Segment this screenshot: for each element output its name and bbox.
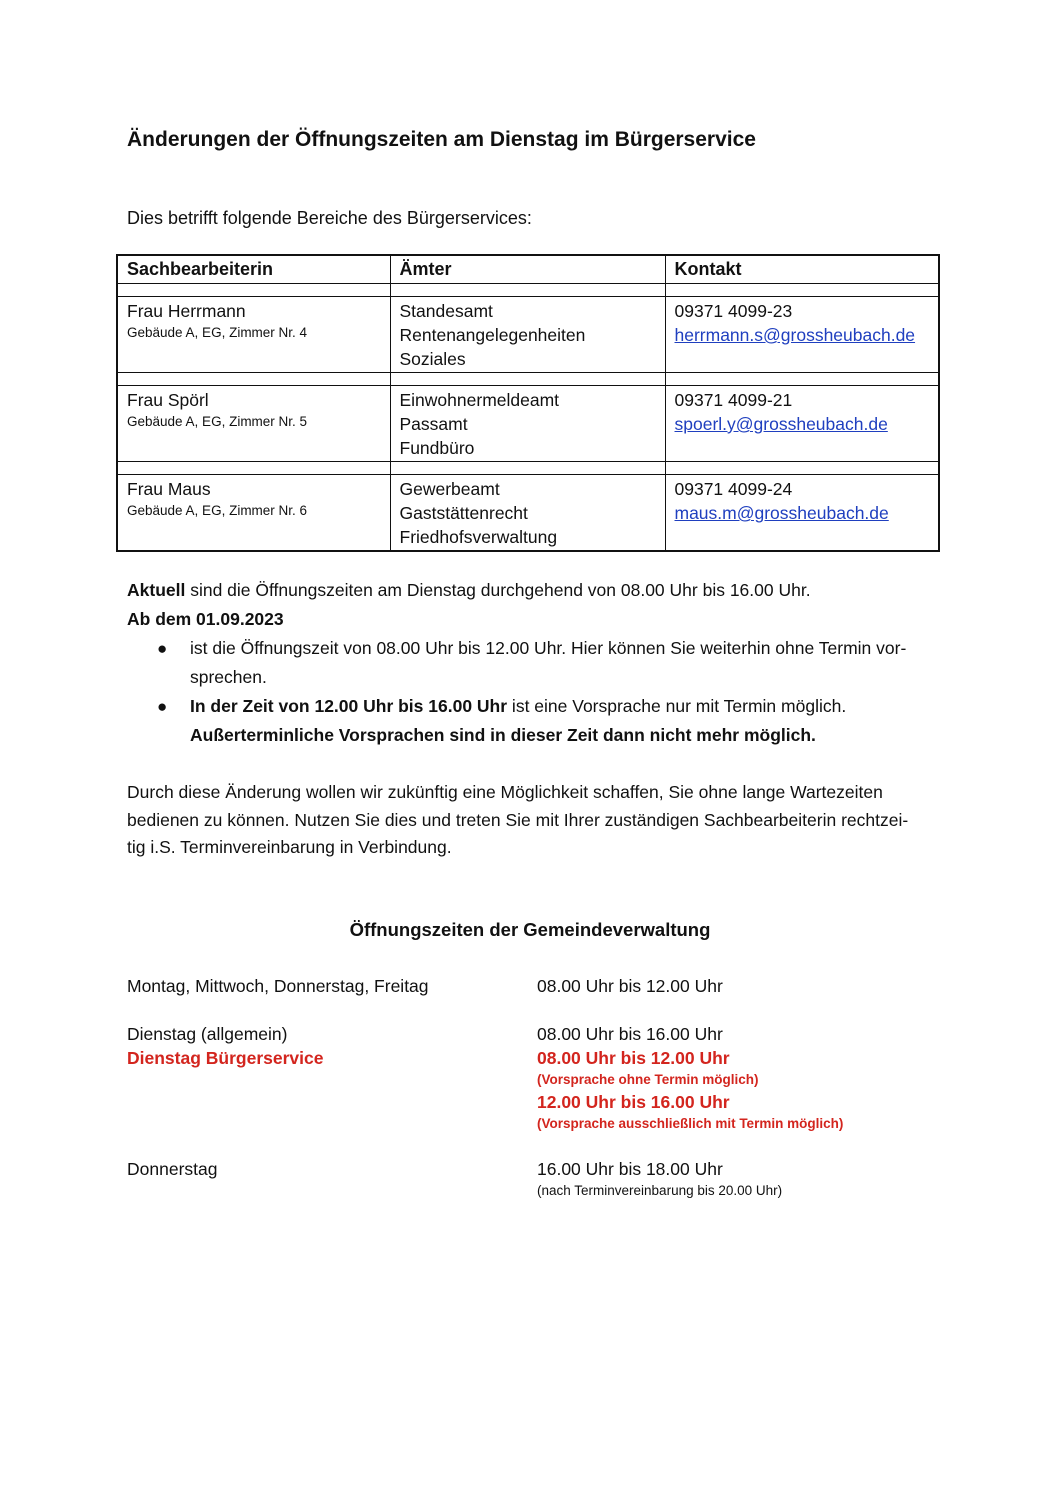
bullet-list <box>157 634 932 750</box>
list-item <box>157 634 932 692</box>
bullet-text: sprechen. <box>190 667 267 687</box>
office-item: Fundbüro <box>399 438 475 458</box>
hours-time: 16.00 Uhr bis 18.00 Uhr <box>537 1159 723 1179</box>
staff-name: Frau Maus <box>127 479 211 499</box>
closing-line: tig i.S. Terminvereinbarung in Verbindung. <box>127 837 452 857</box>
contact-cell <box>665 475 939 552</box>
column-header-offices: Ämter <box>390 255 665 284</box>
closing-line: bedienen zu können. Nutzen Sie dies und treten Sie mit Ihrer zuständigen Sachbearbeiterin rechtzei- <box>127 809 909 830</box>
page-title: Änderungen der Öffnungszeiten am Dienstag im Bürgerservice <box>127 128 756 151</box>
current-hours-paragraph <box>127 576 811 604</box>
staff-location: Gebäude A, EG, Zimmer Nr. 5 <box>127 414 308 429</box>
current-text: sind die Öffnungszeiten am Dienstag durchgehend von 08.00 Uhr bis 16.00 Uhr. <box>185 580 811 600</box>
office-item: Gewerbeamt <box>399 479 500 499</box>
contact-cell <box>665 297 939 373</box>
hours-day-label: Dienstag (allgemein) <box>127 1024 288 1044</box>
office-item: Einwohnermeldeamt <box>399 390 560 410</box>
bullet-icon: ● <box>157 639 168 658</box>
hours-time: 08.00 Uhr bis 12.00 Uhr <box>537 976 723 996</box>
staff-cell <box>117 297 390 373</box>
intro-text: Dies betrifft folgende Bereiche des Bürgerservices: <box>127 208 532 228</box>
staff-name: Frau Spörl <box>127 390 209 410</box>
staff-location: Gebäude A, EG, Zimmer Nr. 6 <box>127 503 308 518</box>
hours-day-label-highlight: Dienstag Bürgerservice <box>127 1048 324 1068</box>
closing-line: Durch diese Änderung wollen wir zukünftig eine Möglichkeit schaffen, Sie ohne lange Wartezeiten <box>127 782 883 802</box>
staff-cell <box>117 386 390 462</box>
hours-day-label: Donnerstag <box>127 1159 218 1179</box>
office-item: Rentenangelegenheiten <box>399 325 586 345</box>
phone-number: 09371 4099-21 <box>674 390 793 410</box>
hours-day-label: Montag, Mittwoch, Donnerstag, Freitag <box>127 976 429 996</box>
staff-table <box>116 254 940 552</box>
staff-name: Frau Herrmann <box>127 301 246 321</box>
hours-heading: Öffnungszeiten der Gemeindeverwaltung <box>349 919 711 940</box>
staff-cell <box>117 475 390 552</box>
phone-number: 09371 4099-23 <box>674 301 793 321</box>
office-item: Soziales <box>399 349 466 369</box>
column-header-name: Sachbearbeiterin <box>117 255 390 284</box>
table-row <box>117 475 939 552</box>
office-item: Passamt <box>399 414 468 434</box>
hours-note-highlight: (Vorsprache ausschließlich mit Termin möglich) <box>537 1116 844 1131</box>
hours-note-highlight: (Vorsprache ohne Termin möglich) <box>537 1072 759 1087</box>
bullet-text: ist die Öffnungszeit von 08.00 Uhr bis 12.00 Uhr. Hier können Sie weiterhin ohne Termin vor- <box>190 638 907 658</box>
hours-time-highlight: 12.00 Uhr bis 16.00 Uhr <box>537 1092 730 1112</box>
closing-paragraph <box>127 779 927 862</box>
office-item: Gaststättenrecht <box>399 503 528 523</box>
table-row <box>117 386 939 462</box>
bullet-bold-text: Außerterminliche Vorsprachen sind in dieser Zeit dann nicht mehr möglich. <box>190 725 816 745</box>
phone-number: 09371 4099-24 <box>674 479 793 499</box>
office-item: Friedhofsverwaltung <box>399 527 558 547</box>
offices-cell <box>390 297 665 373</box>
table-row <box>117 297 939 373</box>
table-spacer-row <box>117 284 939 297</box>
effective-date: Ab dem 01.09.2023 <box>127 609 284 629</box>
office-item: Standesamt <box>399 301 493 321</box>
table-header-row <box>117 255 939 284</box>
list-item <box>157 692 932 750</box>
hours-note: (nach Terminvereinbarung bis 20.00 Uhr) <box>537 1183 783 1198</box>
table-spacer-row <box>117 462 939 475</box>
column-header-contact: Kontakt <box>665 255 939 284</box>
staff-location: Gebäude A, EG, Zimmer Nr. 4 <box>127 325 308 340</box>
offices-cell <box>390 475 665 552</box>
email-link[interactable]: maus.m@grossheubach.de <box>674 503 889 523</box>
email-link[interactable]: herrmann.s@grossheubach.de <box>674 325 916 345</box>
current-lead: Aktuell <box>127 580 186 600</box>
email-link[interactable]: spoerl.y@grossheubach.de <box>674 414 888 434</box>
hours-time-highlight: 08.00 Uhr bis 12.00 Uhr <box>537 1048 730 1068</box>
contact-cell <box>665 386 939 462</box>
bullet-text: ist eine Vorsprache nur mit Termin möglich. <box>507 696 847 716</box>
hours-time: 08.00 Uhr bis 16.00 Uhr <box>537 1024 723 1044</box>
table-spacer-row <box>117 373 939 386</box>
bullet-icon: ● <box>157 697 168 716</box>
bullet-bold-text: In der Zeit von 12.00 Uhr bis 16.00 Uhr <box>190 696 508 716</box>
offices-cell <box>390 386 665 462</box>
